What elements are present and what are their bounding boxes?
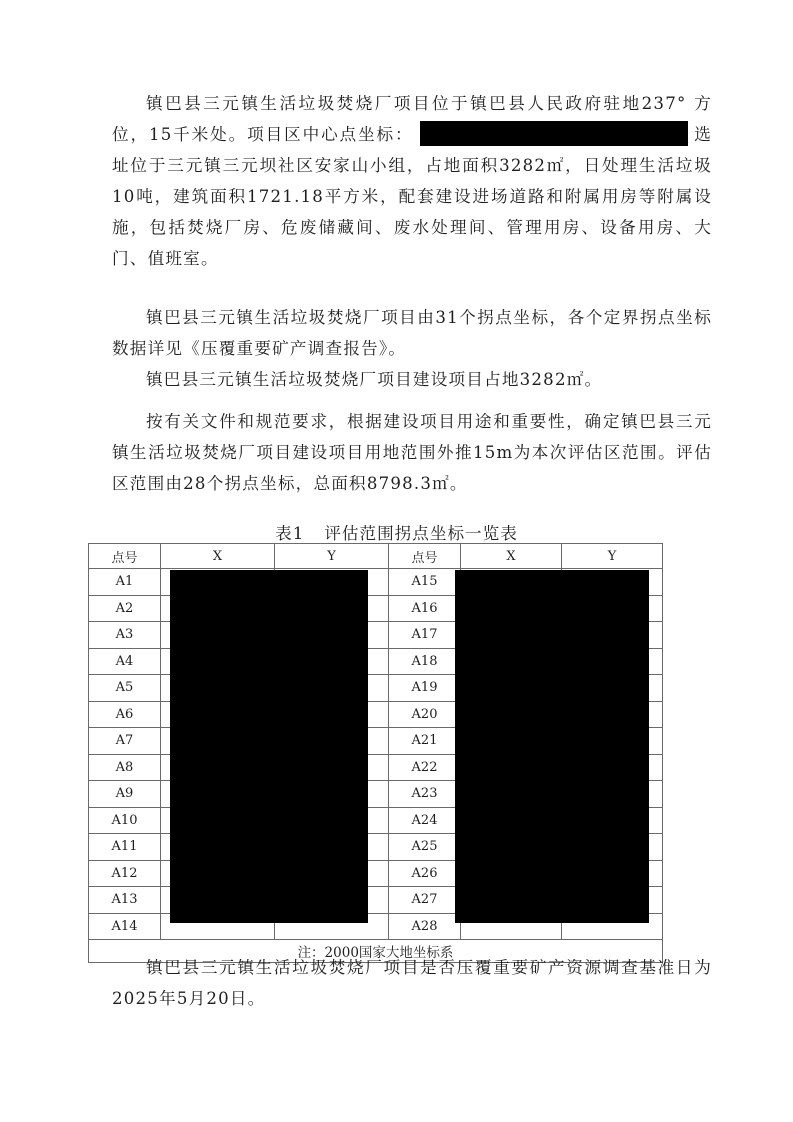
point-cell-left: A8 [89,754,161,781]
point-cell-left: A13 [89,887,161,914]
point-cell-left: A10 [89,807,161,834]
point-cell-right: A26 [389,860,461,887]
point-cell-right: A21 [389,728,461,755]
header-y-right: Y [562,544,663,569]
point-cell-right: A23 [389,781,461,808]
point-cell-left: A12 [89,860,161,887]
header-x-left: X [161,544,275,569]
point-cell-right: A25 [389,834,461,861]
point-cell-left: A1 [89,569,161,596]
redacted-center-coordinate [420,121,688,146]
table-number: 表1 [275,524,305,543]
point-cell-right: A27 [389,887,461,914]
point-cell-left: A9 [89,781,161,808]
redacted-coordinates-right [455,570,649,923]
header-point-left: 点号 [89,544,161,569]
table-header-row [89,544,663,569]
paragraph-location [112,88,712,274]
paragraph-survey-date: 镇巴县三元镇生活垃圾焚烧厂项目是否压覆重要矿产资源调查基准日为2025年5月20日。 [112,958,712,1008]
coordinate-system-note: 注：2000国家大地坐标系 [89,940,663,963]
point-cell-left: A2 [89,595,161,622]
point-cell-left: A14 [89,913,161,940]
header-x-right: X [461,544,562,569]
redacted-coordinates-left [170,570,368,923]
point-cell-left: A4 [89,648,161,675]
point-cell-right: A24 [389,807,461,834]
point-cell-right: A16 [389,595,461,622]
paragraph-boundary-points: 镇巴县三元镇生活垃圾焚烧厂项目由31个拐点坐标，各个定界拐点坐标数据详见《压覆重要矿产调查报告》。 [112,308,712,358]
point-cell-right: A19 [389,675,461,702]
site-description-text: 选址位于三元镇三元坝社区安家山小组，占地面积3282㎡，日处理生活垃圾10吨，建筑面积1721.18平方米，配套建设进场道路和附属用房等附属设施，包括焚烧厂房、危废储藏间、废水处理间、管理用房、设备用房、大门、值班室。 [112,125,713,268]
point-cell-left: A6 [89,701,161,728]
point-cell-left: A7 [89,728,161,755]
point-cell-left: A11 [89,834,161,861]
point-cell-left: A3 [89,622,161,649]
table-title: 评估范围拐点坐标一览表 [324,524,518,543]
point-cell-right: A22 [389,754,461,781]
point-cell-right: A18 [389,648,461,675]
header-point-right: 点号 [389,544,461,569]
point-cell-left: A5 [89,675,161,702]
point-cell-right: A20 [389,701,461,728]
header-y-left: Y [275,544,389,569]
point-cell-right: A28 [389,913,461,940]
paragraph-land-area: 镇巴县三元镇生活垃圾焚烧厂项目建设项目占地3282㎡。 [146,370,603,389]
location-text: 镇巴县三元镇生活垃圾焚烧厂项目位于镇巴县人民政府驻地237° 方位，15千米处。项目区中心点坐标： [112,94,712,144]
point-cell-right: A17 [389,622,461,649]
table-caption [0,520,793,544]
paragraph-assessment-range: 按有关文件和规范要求，根据建设项目用途和重要性，确定镇巴县三元镇生活垃圾焚烧厂项目建设项目用地范围外推15m为本次评估区范围。评估区范围由28个拐点坐标，总面积8798.3㎡。 [112,412,712,493]
point-cell-right: A15 [389,569,461,596]
